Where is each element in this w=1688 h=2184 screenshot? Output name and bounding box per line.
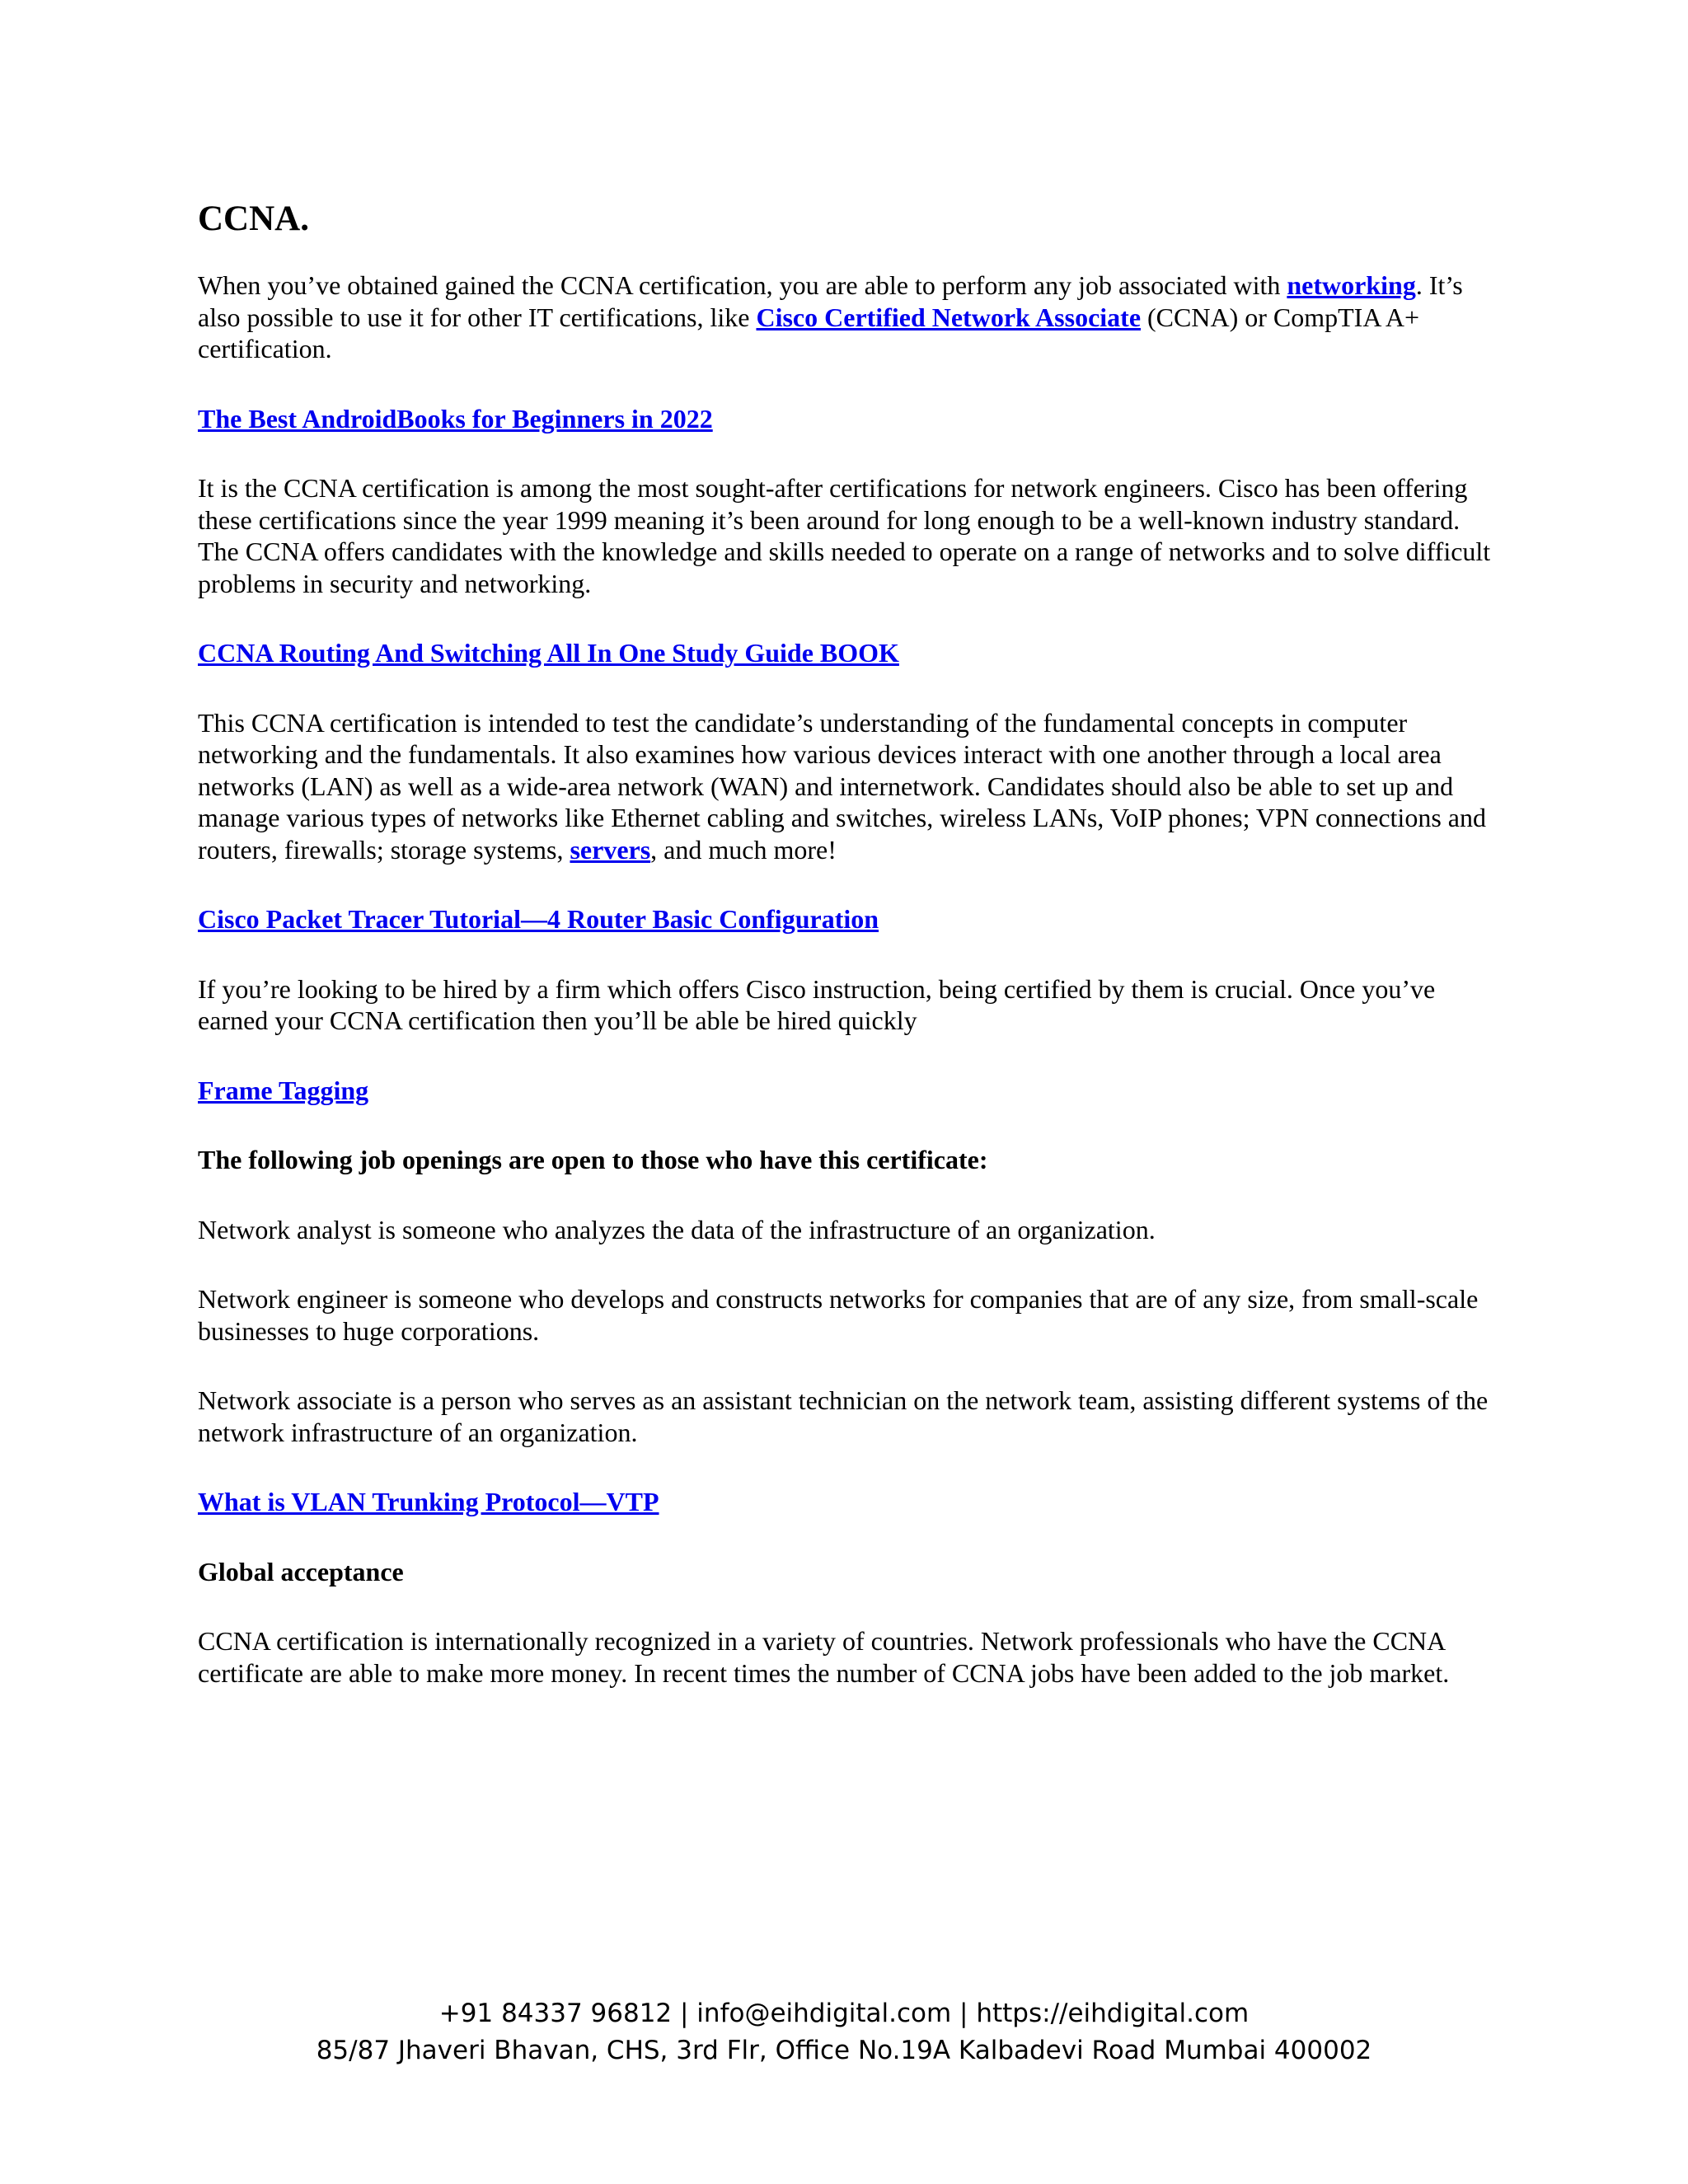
servers-link[interactable]: servers bbox=[570, 834, 651, 865]
paragraph-global-acceptance: CCNA certification is internationally recognized in a variety of countries. Network professionals who have the CCNA certificate are able to make more money. In recent times the number of CCNA jobs have been added to the job market. bbox=[198, 1626, 1450, 1688]
paragraph-network-associate: Network associate is a person who serves as an assistant technician on the network team, assisting different systems of the network infrastructure of an organization. bbox=[198, 1385, 1489, 1447]
page-footer bbox=[0, 1995, 1688, 2069]
android-books-link[interactable]: The Best AndroidBooks for Beginners in 2022 bbox=[198, 403, 713, 434]
global-acceptance-heading: Global acceptance bbox=[198, 1556, 404, 1586]
link-heading-vtp bbox=[198, 1486, 1496, 1518]
paragraph-network-analyst: Network analyst is someone who analyzes the data of the infrastructure of an organization. bbox=[198, 1214, 1156, 1244]
intro-text-3: (CCNA) or CompTIA A+ certification. bbox=[198, 302, 1420, 363]
scope-text-2: , and much more! bbox=[650, 834, 837, 865]
frame-tagging-link[interactable]: Frame Tagging bbox=[198, 1075, 369, 1105]
study-guide-link[interactable]: CCNA Routing And Switching All In One Study Guide BOOK bbox=[198, 638, 899, 668]
cisco-certified-network-associate-link[interactable]: Cisco Certified Network Associate bbox=[756, 302, 1142, 332]
footer-contact-line: +91 84337 96812 | info@eihdigital.com | https://eihdigital.com bbox=[438, 1999, 1250, 2028]
job-openings-heading: The following job openings are open to those who have this certificate: bbox=[198, 1145, 988, 1174]
intro-text-2: . It’s also possible to use it for other IT certifications, like bbox=[198, 270, 1463, 332]
networking-link[interactable]: networking bbox=[1287, 270, 1416, 300]
intro-text-1: When you’ve obtained gained the CCNA certification, you are able to perform any job associated with bbox=[198, 270, 1287, 300]
link-heading-study-guide bbox=[198, 637, 1496, 669]
scope-text-1: This CCNA certification is intended to test the candidate’s understanding of the fundamental concepts in computer networking and the fundamentals. It also examines how various devices interact with one another through a local area networks (LAN) as well as a wide-area network (WAN) and internetwork. Candidates should also be able to set up and manage various types of networks like Ethernet cabling and switches, wireless LANs, VoIP phones; VPN connections and routers, firewalls; storage systems, bbox=[198, 707, 1486, 865]
link-heading-frame-tagging bbox=[198, 1075, 1496, 1107]
footer-address-line: 85/87 Jhaveri Bhavan, CHS, 3rd Flr, Office No.19A Kalbadevi Road Mumbai 400002 bbox=[316, 2036, 1372, 2065]
link-heading-android-books bbox=[198, 403, 1496, 435]
page-title: CCNA. bbox=[198, 199, 309, 238]
intro-paragraph bbox=[198, 269, 1496, 365]
paragraph-ccna-popularity: It is the CCNA certification is among the most sought-after certifications for network engineers. Cisco has been offering these certifications since the year 1999 meaning it’s been around for long enough to be a well-known industry standard. The CCNA offers candidates with the knowledge and skills needed to operate on a range of networks and to solve difficult problems in security and networking. bbox=[198, 473, 1491, 598]
paragraph-ccna-scope bbox=[198, 707, 1496, 866]
paragraph-hiring: If you’re looking to be hired by a firm which offers Cisco instruction, being certified by them is crucial. Once you’ve earned your CCNA certification then you’ll be able be hired quickly bbox=[198, 973, 1436, 1035]
link-heading-packet-tracer bbox=[198, 903, 1496, 935]
paragraph-network-engineer: Network engineer is someone who develops and constructs networks for companies that are of any size, from small-scale businesses to huge corporations. bbox=[198, 1284, 1479, 1346]
packet-tracer-link[interactable]: Cisco Packet Tracer Tutorial—4 Router Basic Configuration bbox=[198, 904, 879, 934]
document-page bbox=[198, 198, 1496, 1727]
vtp-link[interactable]: What is VLAN Trunking Protocol—VTP bbox=[198, 1487, 659, 1516]
